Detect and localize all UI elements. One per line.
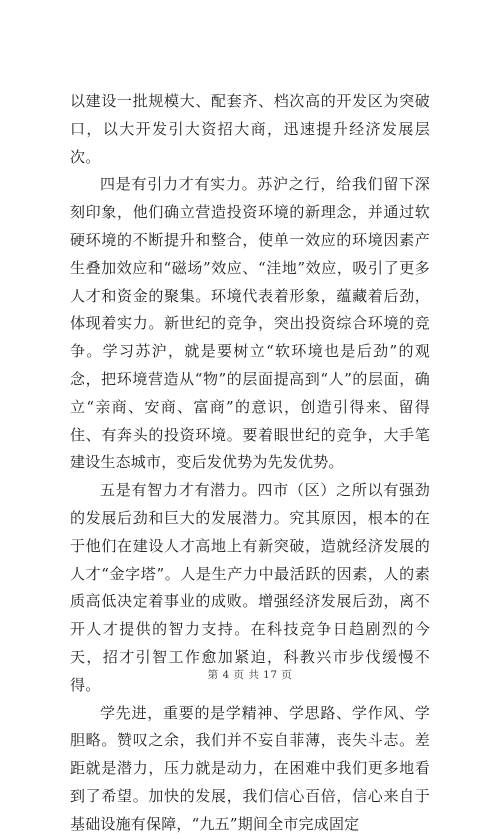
document-body: [70, 88, 430, 839]
page-number-footer: 第 4 页 共 17 页: [207, 669, 293, 681]
paragraph-intelligence: 五是有智力才有潜力。四市（区）之所以有强劲的发展后劲和巨大的发展潜力。究其原因，根本的在于他们在建设人才高地上有新突破，造就经济发展的人才“金字塔”。人是生产力中最活跃的因素，人的素质高低决定着事业的成败。增强经济发展后劲，离不开人才提供的智力支持。在科技竞争日趋剧烈的今天，招才引智工作愈加紧迫，科教兴市步伐缓慢不得。: [70, 481, 430, 694]
paragraph-learning: 学先进，重要的是学精神、学思路、学作风、学胆略。赞叹之余，我们并不妄自菲薄，丧失斗志。差距就是潜力，压力就是动力，在困难中我们更多地看到了希望。加快的发展，我们信心百倍，信心来自于基础设施有保障，“九五”期间全市完成固定: [70, 703, 430, 833]
paragraph-continuation: 以建设一批规模大、配套齐、档次高的开发区为突破口，以大开发引大资招大商，迅速提升经济发展层次。: [70, 92, 430, 166]
paragraph-attraction: 四是有引力才有实力。苏沪之行，给我们留下深刻印象，他们确立营造投资环境的新理念，并通过软硬环境的不断提升和整合，使单一效应的环境因素产生叠加效应和“磁场”效应、“洼地”效应，吸引了更多人才和资金的聚集。环境代表着形象，蕴藏着后劲，体现着实力。新世纪的竞争，突出投资综合环境的竞争。学习苏沪，就是要树立“软环境也是后劲”的观念，把环境营造从“物”的层面提高到“人”的层面，确立“亲商、安商、富商”的意识，创造引得来、留得住、有奔头的投资环境。要着眼世纪的竞争，大手笔建设生态城市，变后发优势为先发优势。: [70, 175, 430, 472]
